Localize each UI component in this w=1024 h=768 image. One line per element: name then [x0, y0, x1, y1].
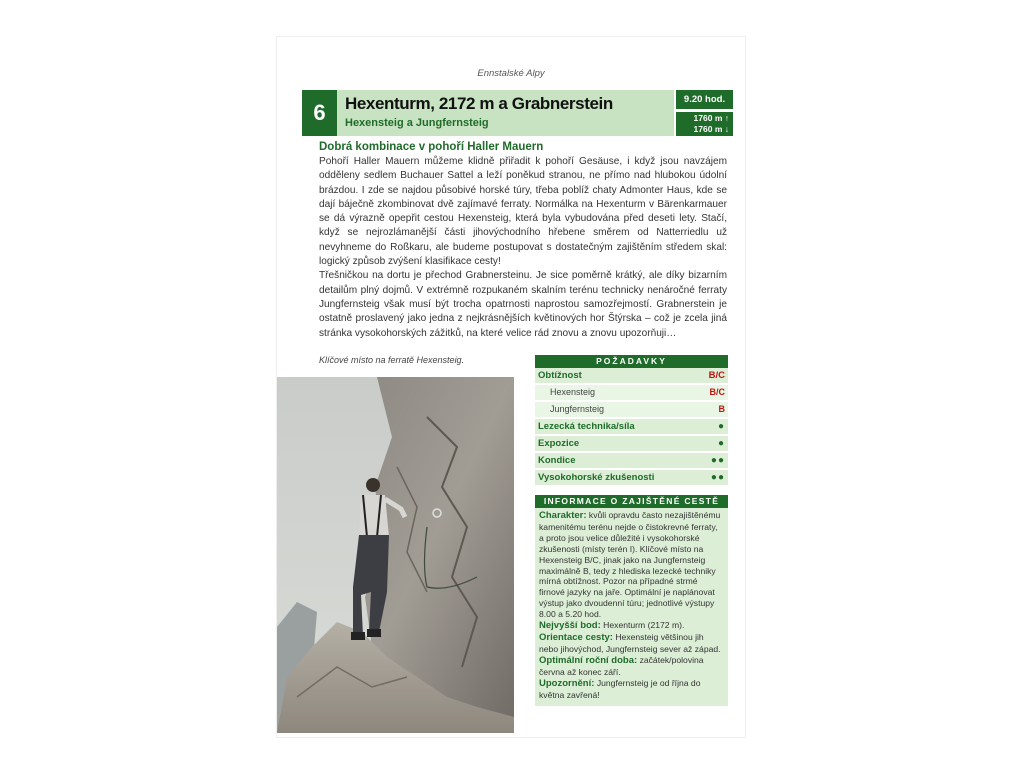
route-title: Hexenturm, 2172 m a Grabnerstein: [345, 94, 613, 113]
requirement-label: Vysokohorské zkušenosti: [538, 472, 655, 483]
climber-photo-image: [277, 377, 514, 733]
requirement-label: Jungfernsteig: [550, 404, 605, 414]
info-text: Jungfernsteig je od října do května zavřená!: [539, 677, 701, 700]
ascent-value: 1760 m ↑: [693, 113, 729, 123]
requirement-row: [535, 385, 728, 402]
route-info-box: [535, 495, 728, 706]
time-badge: 9.20 hod.: [676, 90, 733, 109]
body-paragraph: Třešničkou na dortu je přechod Grabnersteinu. Je sice poměrně krátký, ale díky bizarním detailům plný dojmů. V extrémně rozpukaném skalním terénu technicky nenáročné ferraty Jungfernsteig však musí být trocha opatrnosti naprostou samozřejmostí. Grabnerstein je ostatně proslavený jako jedna z nejkrásnějších květinových hor Štýrska – což je zcela jiná stránka vysokohorských zážitků, na které velice rád znovu a znovu upozorňuji…: [319, 270, 727, 339]
requirement-label: Kondice: [538, 455, 576, 466]
requirement-row: [535, 470, 728, 487]
intro-heading: Dobrá kombinace v pohoří Haller Mauern: [319, 141, 544, 153]
requirement-row: [535, 453, 728, 470]
requirement-label: Expozice: [538, 438, 580, 449]
title-band: [337, 90, 674, 136]
info-season: [539, 655, 724, 678]
info-highest-point: [539, 620, 724, 632]
info-label: Optimální roční doba:: [539, 654, 638, 666]
info-label: Orientace cesty:: [539, 631, 613, 643]
info-text: Hexensteig většinou jih nebo jihovýchod, Jungfernsteig sever až západ.: [539, 631, 721, 654]
requirement-row: [535, 368, 728, 385]
requirement-row: [535, 402, 728, 419]
book-page: [277, 37, 745, 737]
requirement-label: Lezecká technika/síla: [538, 421, 635, 432]
requirement-value: B/C: [709, 387, 725, 397]
elevation-badge: [676, 112, 733, 136]
info-label: Charakter:: [539, 510, 587, 521]
info-character: [539, 510, 724, 620]
requirement-label: Obtížnost: [538, 370, 582, 381]
route-number: 6: [302, 90, 337, 136]
requirement-label: Hexensteig: [550, 387, 596, 397]
running-head: Ennstalské Alpy: [477, 68, 545, 79]
body-paragraph: Pohoří Haller Mauern můžeme klidně přiřadit k pohoří Gesäuse, i když jsou navzájem odděleny sedlem Buchauer Sattel a leží poněkud stranou, ne přímo nad hlubokou údolní brázdou. I zde se najdou působivé horské túry, třeba poblíž chaty Admonter Haus, kde se dají báječně zkombinovat dvě zajímavé ferraty. Normálka na Hexenturm v Bärenkarmauer se dá výrazně opepřit cestou Hexensteig, která byla vybudována před deseti lety. Stačí, když se nejrozlámanější části jihovýchodního hřebene směrem od Natterriedlu už nevyhneme do Roßkaru, ale budeme postupovat s dostatečným zajištěním středem skal: logický způsob zvýšení klasifikace cesty!: [319, 156, 727, 268]
info-label: Upozornění:: [539, 677, 595, 689]
requirement-value: B/C: [708, 370, 725, 381]
requirement-rating-dots: ●: [717, 438, 725, 449]
requirement-row: [535, 436, 728, 453]
body-text: [319, 155, 727, 341]
info-heading: INFORMACE O ZAJIŠTĚNÉ CESTĚ: [535, 495, 728, 508]
requirement-rating-dots: ●●: [710, 472, 725, 483]
info-text: začátek/polovina června až konec září.: [539, 654, 704, 677]
info-warning: [539, 678, 724, 701]
route-subtitle: Hexensteig a Jungfernsteig: [345, 117, 489, 129]
info-orientation: [539, 632, 724, 655]
info-label: Nejvyšší bod:: [539, 620, 601, 632]
requirement-rating-dots: ●: [717, 421, 725, 432]
info-body: [535, 508, 728, 706]
requirement-value: B: [718, 404, 725, 414]
info-text: kvůli opravdu často nezajištěnému kamenitému terénu nejde o čistokrevné ferraty, a proto jsou velice důležité i vysokohorské zkušenosti (místy terén I). Klíčové místo na Hexensteig B/C, jinak jako na Jungfernsteig maximálně B, tedy z hlediska lezecké techniky mírná obtížnost. Pozor na případné strmé firnové jazyky na jaře. Optimální je naplánovat výstup jako dvoudenní túru; jednotlivé výstupy 8.00 a 5.20 hod.: [539, 510, 721, 620]
photo-caption: Klíčové místo na ferratě Hexensteig.: [319, 355, 465, 365]
info-text: Hexenturm (2172 m).: [603, 620, 685, 631]
climber-photo: [277, 377, 514, 733]
requirement-row: [535, 419, 728, 436]
descent-value: 1760 m ↓: [693, 124, 729, 134]
requirement-rating-dots: ●●: [710, 455, 725, 466]
requirements-table: [535, 355, 728, 487]
requirements-heading: POŽADAVKY: [535, 355, 728, 368]
